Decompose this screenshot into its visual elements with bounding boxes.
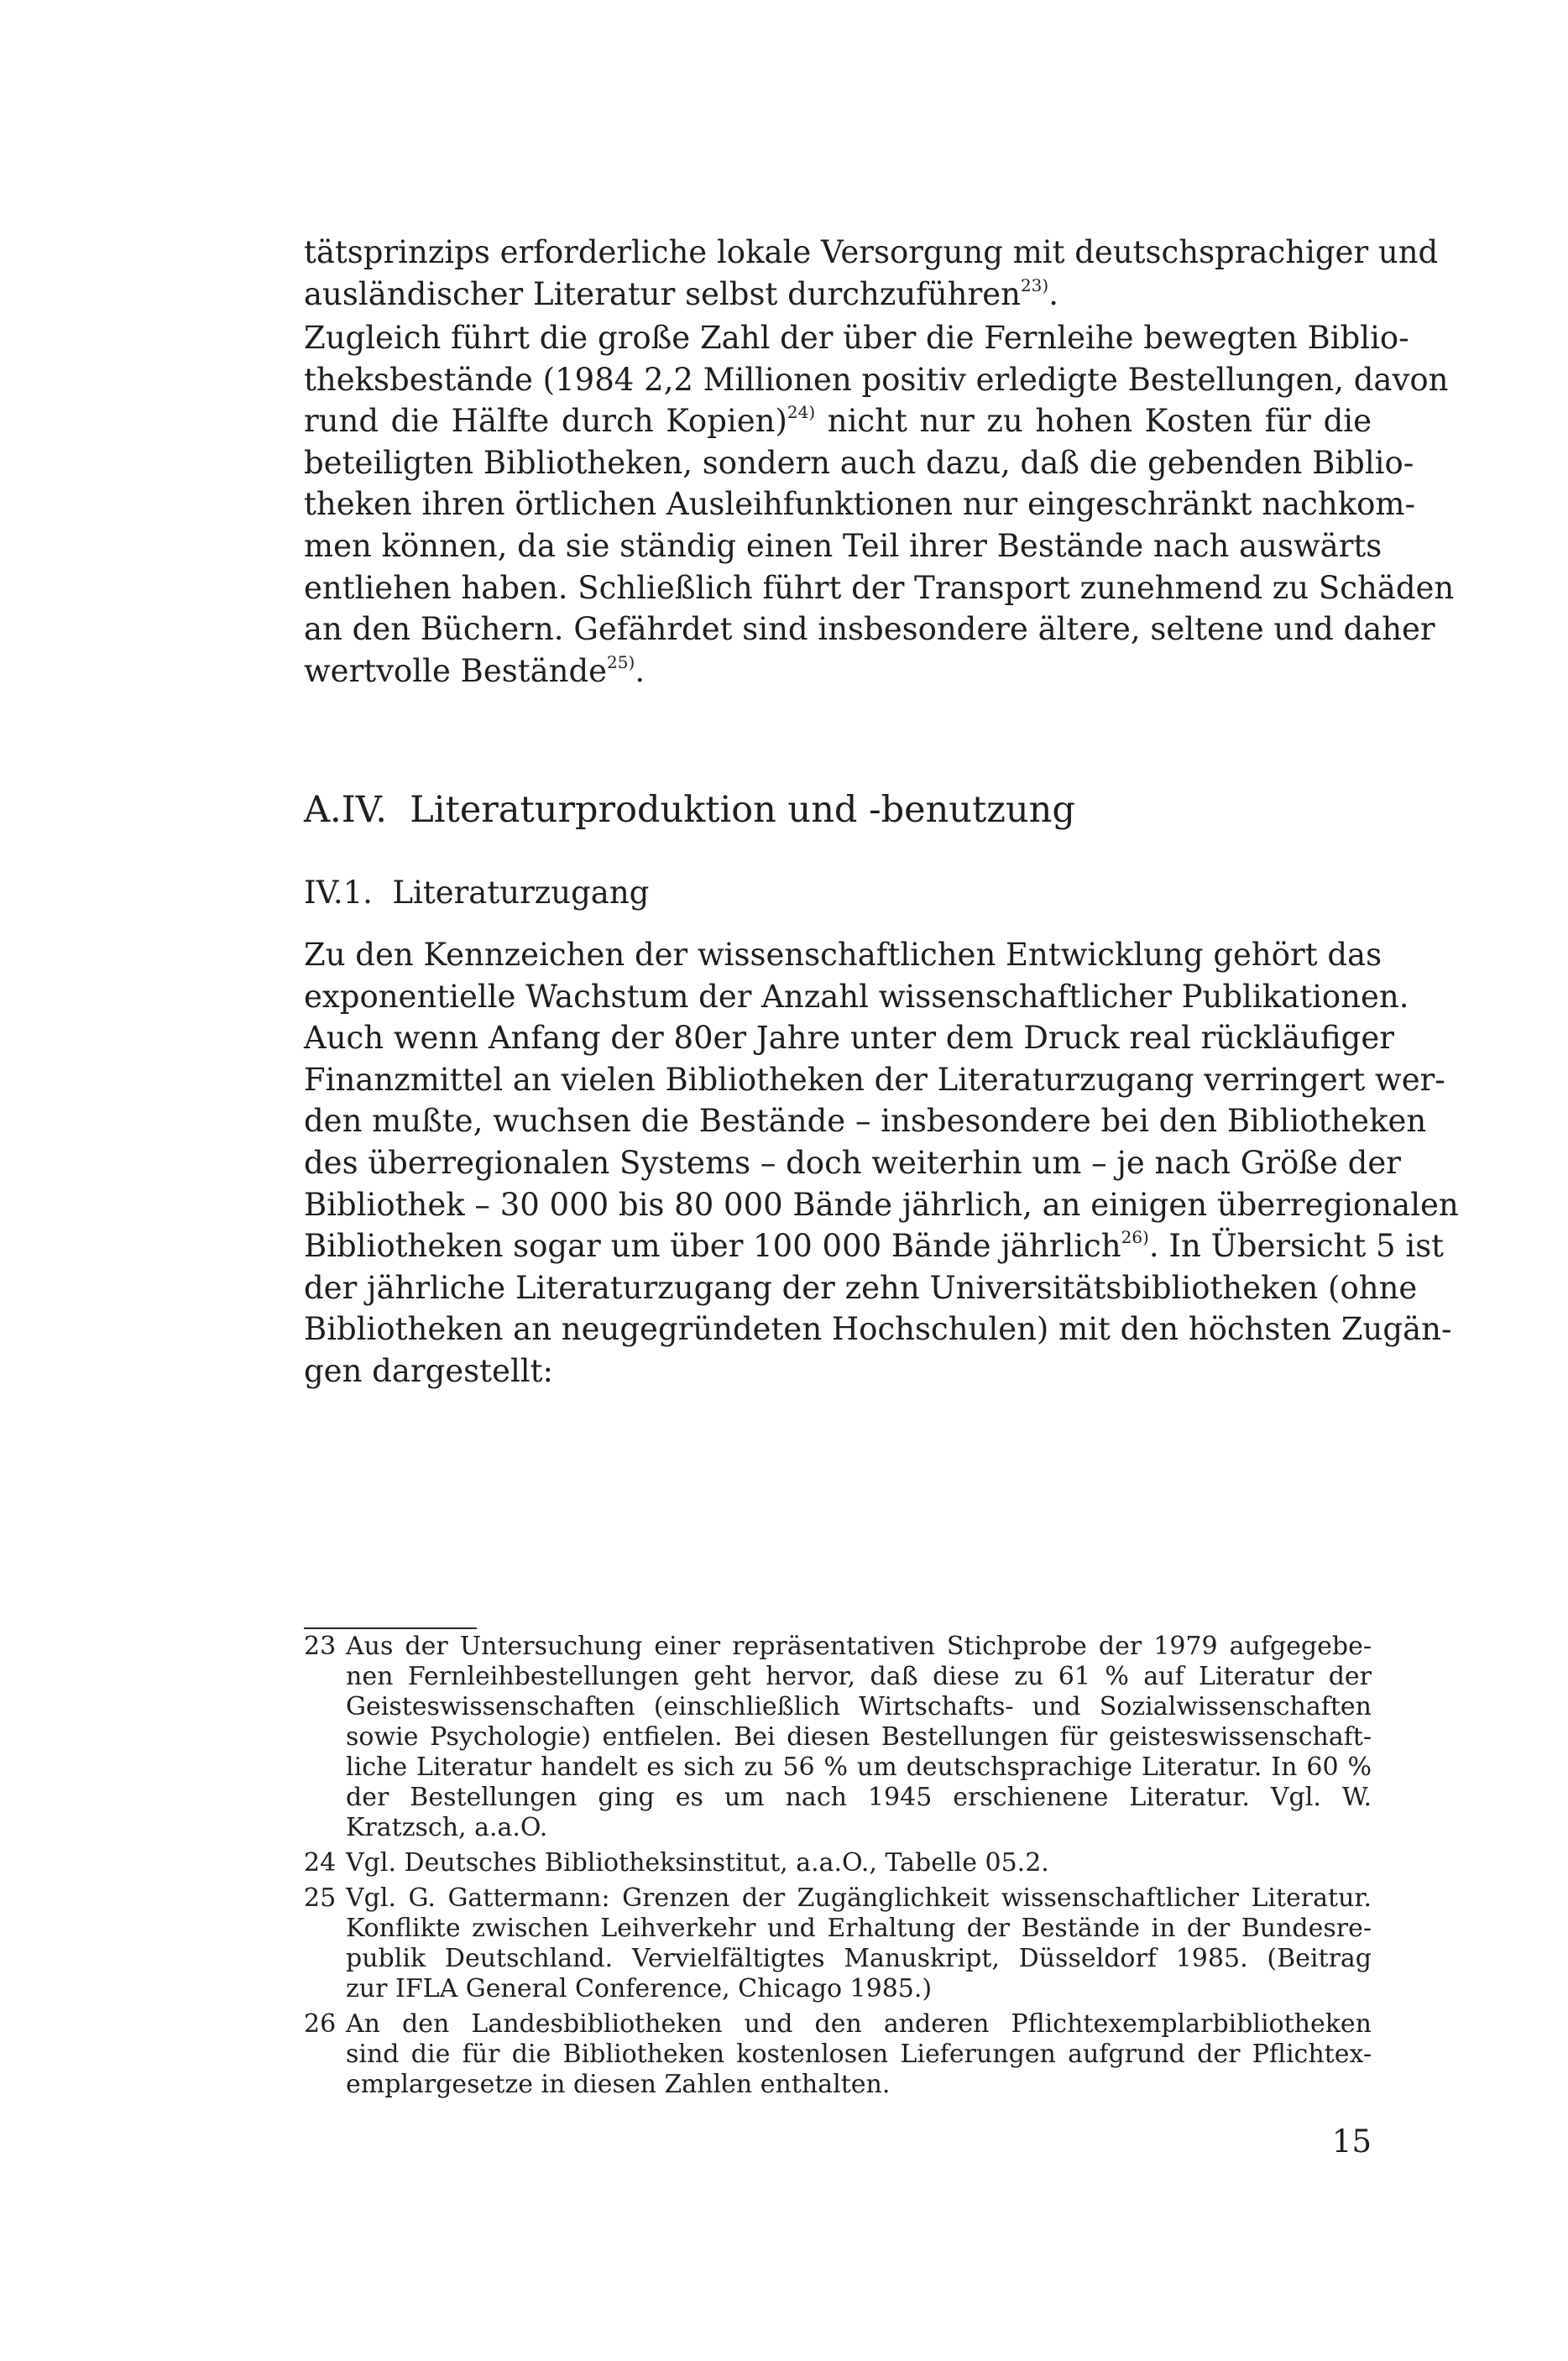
- text-line: An den Landesbibliotheken und den anderen Pflichtexemplarbibliotheken: [346, 2009, 1372, 2039]
- text-line: gen dargestellt:: [304, 1352, 553, 1389]
- text-line: publik Deutschland. Vervielfältigtes Manuskript, Düsseldorf 1985. (Beitrag: [346, 1944, 1372, 1973]
- text-line: [304, 1225, 1445, 1267]
- text-line: Zu den Kennzeichen der wissenschaftlichen Entwicklung gehört das: [304, 937, 1382, 973]
- text-line: Kratzsch, a.a.O.: [346, 1813, 548, 1842]
- footnotes: [304, 1632, 1372, 2105]
- footnote-number: 23: [304, 1632, 337, 1661]
- paragraph-literaturzugang: [304, 934, 1459, 1392]
- footnote-text: [346, 1848, 1372, 1878]
- text-line: der jährliche Literaturzugang der zehn Universitätsbibliotheken (ohne: [304, 1269, 1418, 1306]
- text-line: Bibliothek – 30 000 bis 80 000 Bände jährlich, an einigen überregionalen: [304, 1186, 1459, 1223]
- footnote-text: [346, 1632, 1372, 1843]
- text-line: sind die für die Bibliotheken kostenlosen Lieferungen aufgrund der Pflichtex-: [346, 2040, 1372, 2069]
- text-line: Auch wenn Anfang der 80er Jahre unter dem Druck real rückläufiger: [304, 1020, 1394, 1057]
- text-line: entliehen haben. Schließlich führt der Transport zunehmend zu Schäden: [304, 569, 1455, 606]
- text-line: zur IFLA General Conference, Chicago 1985.): [346, 1974, 933, 2003]
- text-line: Vgl. Deutsches Bibliotheksinstitut, a.a.O., Tabelle 05.2.: [346, 1848, 1049, 1878]
- text-segment: .: [1048, 275, 1058, 312]
- text-segment: . In Übersicht 5 ist: [1148, 1228, 1445, 1265]
- text-line: exponentielle Wachstum der Anzahl wissenschaftlicher Publikationen.: [304, 978, 1409, 1015]
- text-segment: wertvolle Bestände: [304, 652, 608, 689]
- section-heading: A.IV. Literaturproduktion und -benutzung: [304, 789, 1075, 831]
- text-line: Finanzmittel an vielen Bibliotheken der Literaturzugang verringert wer-: [304, 1061, 1445, 1098]
- footnote-separator: [304, 1627, 477, 1629]
- text-line: liche Literatur handelt es sich zu 56 % um deutschsprachige Literatur. In 60 %: [346, 1752, 1372, 1782]
- text-line: men können, da sie ständig einen Teil ihrer Bestände nach auswärts: [304, 527, 1382, 564]
- footnote-23: [304, 1632, 1372, 1843]
- subsection-heading: IV.1. Literaturzugang: [304, 875, 650, 911]
- text-line: Zugleich führt die große Zahl der über die Fernleihe bewegten Biblio-: [304, 320, 1409, 356]
- text-line: Geisteswissenschaften (einschließlich Wirtschafts- und Sozialwissenschaften: [346, 1692, 1372, 1721]
- footnote-text: [346, 1883, 1372, 2004]
- paragraph-continuation: [304, 232, 1439, 315]
- text-segment: nicht nur zu hohen Kosten für die: [815, 403, 1372, 440]
- text-line: des überregionalen Systems – doch weiterhin um – je nach Größe der: [304, 1144, 1401, 1181]
- paragraph-fernleihe: [304, 317, 1455, 692]
- footnote-25: [304, 1883, 1372, 2004]
- text-line: [304, 400, 1372, 442]
- text-line: sowie Psychologie) entfielen. Bei diesen Bestellungen für geisteswissenschaft-: [346, 1722, 1372, 1752]
- text-segment: ausländischer Literatur selbst durchzuführen: [304, 275, 1021, 312]
- text-line: [304, 650, 1372, 692]
- footnote-number: 25: [304, 1883, 337, 1913]
- text-line: theksbestände (1984 2,2 Millionen positiv erledigte Bestellungen, davon: [304, 361, 1449, 398]
- text-line: tätsprinzips erforderliche lokale Versorgung mit deutschsprachiger und: [304, 234, 1439, 270]
- text-line: Bibliotheken an neugegründeten Hochschulen) mit den höchsten Zugän-: [304, 1311, 1452, 1348]
- text-line: emplargesetze in diesen Zahlen enthalten.: [346, 2070, 891, 2099]
- text-line: [304, 274, 1372, 316]
- text-segment: Bibliotheken sogar um über 100 000 Bände jährlich: [304, 1228, 1121, 1265]
- text-line: Aus der Untersuchung einer repräsentativen Stichprobe der 1979 aufgegebe-: [346, 1632, 1372, 1661]
- footnote-number: 24: [304, 1848, 337, 1878]
- footnote-ref-24: 24): [787, 402, 816, 423]
- footnote-number: 26: [304, 2009, 337, 2039]
- footnote-text: [346, 2009, 1372, 2100]
- text-line: der Bestellungen ging es um nach 1945 erschienene Literatur. Vgl. W.: [346, 1783, 1372, 1812]
- text-line: an den Büchern. Gefährdet sind insbesondere ältere, seltene und daher: [304, 611, 1435, 648]
- footnote-ref-23: 23): [1020, 274, 1049, 295]
- text-line: nen Fernleihbestellungen geht hervor, daß diese zu 61 % auf Literatur der: [346, 1662, 1372, 1691]
- text-line: theken ihren örtlichen Ausleihfunktionen nur eingeschränkt nachkom-: [304, 486, 1416, 523]
- text-line: den mußte, wuchsen die Bestände – insbesondere bei den Bibliotheken: [304, 1103, 1427, 1140]
- footnote-ref-25: 25): [607, 651, 635, 672]
- footnote-ref-26: 26): [1121, 1227, 1149, 1248]
- text-line: Konflikte zwischen Leihverkehr und Erhaltung der Bestände in der Bundesre-: [346, 1914, 1372, 1943]
- text-segment: rund die Hälfte durch Kopien): [304, 403, 787, 440]
- text-line: Vgl. G. Gattermann: Grenzen der Zugänglichkeit wissenschaftlicher Literatur.: [346, 1883, 1372, 1913]
- text-line: beteiligten Bibliotheken, sondern auch dazu, daß die gebenden Biblio-: [304, 444, 1414, 481]
- footnote-24: [304, 1848, 1372, 1878]
- page-number: 15: [1331, 2123, 1372, 2160]
- text-segment: .: [635, 652, 645, 689]
- footnote-26: [304, 2009, 1372, 2100]
